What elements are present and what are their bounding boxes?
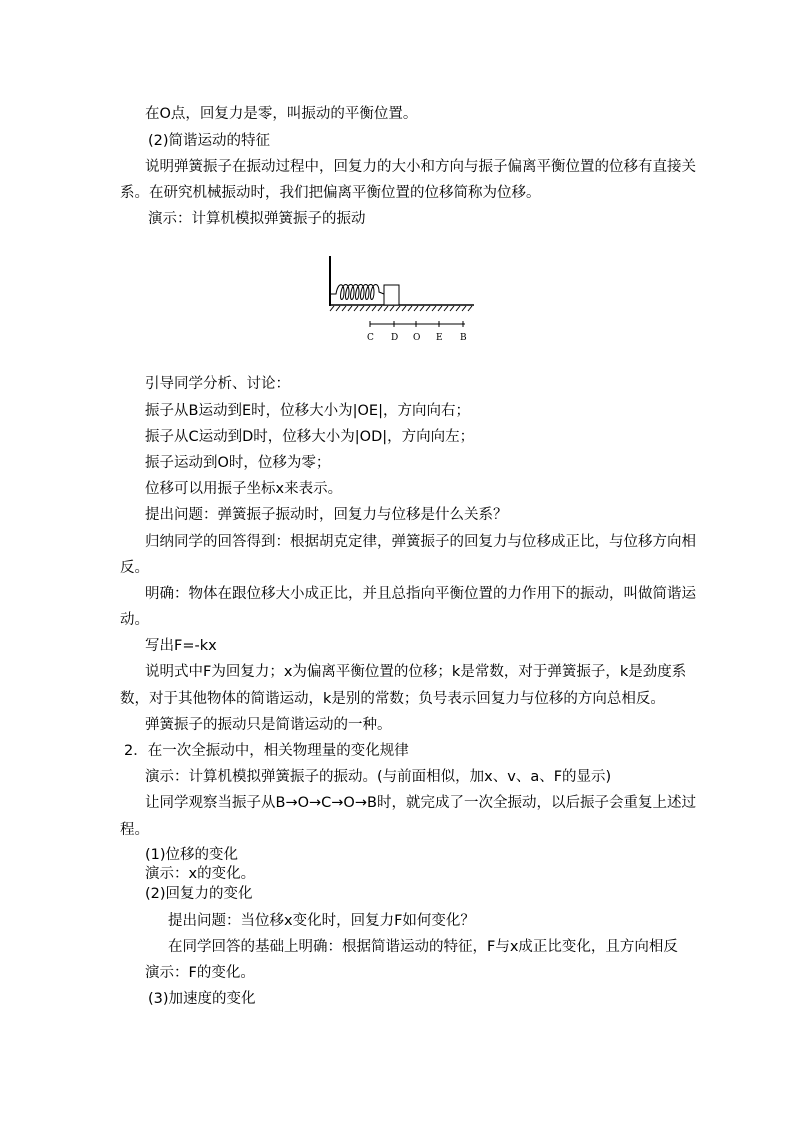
section-heading: (1)位移的变化 [145,847,239,863]
text-line: 在O点，回复力是零，叫振动的平衡位置。 [145,106,418,122]
section-heading: (2)回复力的变化 [145,886,253,902]
spring-oscillator-diagram [322,250,478,344]
label-c: C [367,333,374,343]
text-line: 反。 [120,560,149,576]
text-line: 归纳同学的回答得到：根据胡克定律，弹簧振子的回复力与位移成正比，与位移方向相 [145,534,696,550]
text-line: 说明弹簧振子在振动过程中，回复力的大小和方向与振子偏离平衡位置的位移有直接关 [145,159,696,175]
label-e: E [436,333,443,343]
text-line: 明确：物体在跟位移大小成正比，并且总指向平衡位置的力作用下的振动，叫做简谐运 [145,586,696,602]
text-line: 振子从C运动到D时，位移大小为|OD|，方向向左； [145,429,475,445]
label-o: O [413,333,421,343]
text-line: 提出问题：弹簧振子振动时，回复力与位移是什么关系？ [145,507,508,523]
text-line: 位移可以用振子坐标x来表示。 [145,481,343,497]
text-line: 提出问题：当位移x变化时，回复力F如何变化？ [168,913,475,929]
label-b: B [460,333,467,343]
text-line: 引导同学分析、讨论： [145,376,290,392]
text-line: 演示：计算机模拟弹簧振子的振动。(与前面相似，加x、v、a、F的显示) [145,769,612,785]
text-line: 演示：x的变化。 [145,866,256,882]
text-line: 数，对于其他物体的简谐运动，k是别的常数；负号表示回复力与位移的方向总相反。 [120,691,665,707]
text-line: 演示：F的变化。 [145,965,255,981]
section-heading: 2．在一次全振动中，相关物理量的变化规律 [124,743,409,759]
section-heading: (2)简谐运动的特征 [148,133,271,149]
text-line: 说明式中F为回复力；x为偏离平衡位置的位移；k是常数，对于弹簧振子，k是劲度系 [145,664,687,680]
text-line: 让同学观察当振子从B→O→C→O→B时，就完成了一次全振动，以后振子会重复上述过 [145,795,696,811]
formula-line: 写出F=-kx [145,638,217,654]
text-line: 程。 [120,822,149,838]
text-line: 弹簧振子的振动只是简谐运动的一种。 [145,717,392,733]
text-line: 演示：计算机模拟弹簧振子的振动 [148,211,366,227]
text-line: 在同学回答的基础上明确：根据简谐运动的特征，F与x成正比变化，且方向相反 [168,939,678,955]
text-line: 系。在研究机械振动时，我们把偏离平衡位置的位移简称为位移。 [120,185,541,201]
section-heading: (3)加速度的变化 [148,991,256,1007]
text-line: 动。 [120,612,149,628]
oscillator-block [384,285,399,305]
label-d: D [391,333,399,343]
text-line: 振子运动到O时，位移为零； [145,455,331,471]
text-line: 振子从B运动到E时，位移大小为|OE|，方向向右； [145,403,470,419]
